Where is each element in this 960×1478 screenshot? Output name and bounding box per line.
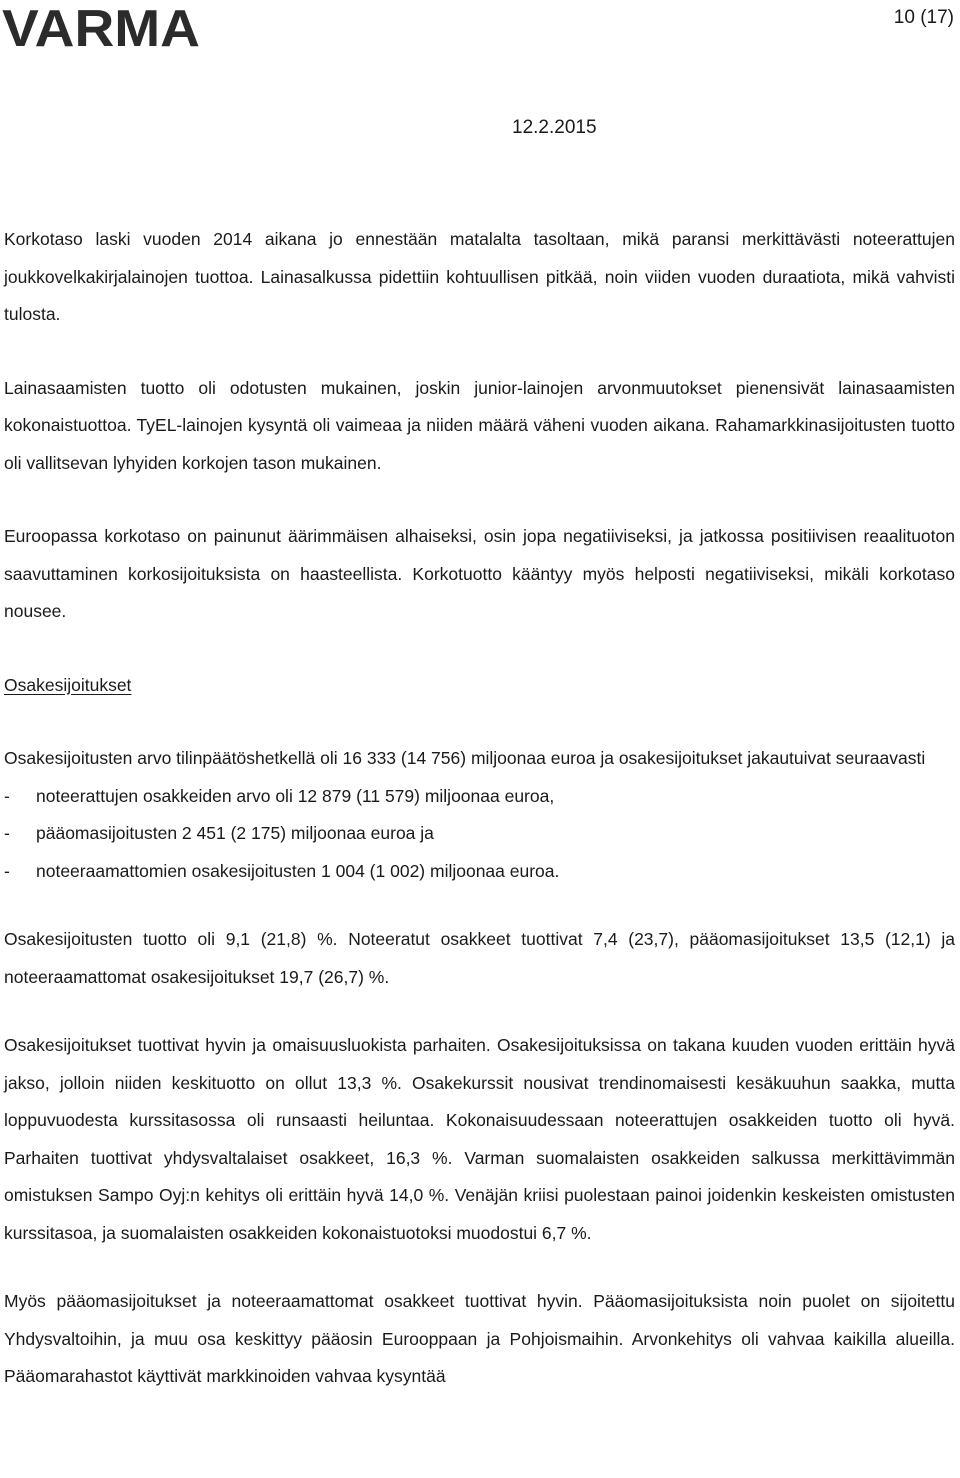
section-heading-equities: Osakesijoitukset xyxy=(4,674,132,695)
varma-logo xyxy=(2,4,202,50)
paragraph-private-equity: Myös pääomasijoitukset ja noteeraamattomat osakkeet tuottivat hyvin. Pääomasijoituksista noin puolet on sijoitettu Yhdysvaltoihin, ja muu osa keskittyy pääosin Eurooppaan ja Pohjoismaihin. Arvonkehitys oli vahvaa kaikilla alueilla. Pääomarahastot käyttivät markkinoiden vahvaa kysyntää xyxy=(4,1291,955,1386)
paragraph-europe-rates: Euroopassa korkotaso on painunut äärimmäisen alhaiseksi, osin jopa negatiiviseksi, ja jatkossa positiivisen reaalituoton saavuttaminen korkosijoituksista on haasteellista. Korkotuotto kääntyy myös helposti negatiiviseksi, mikäli korkotaso nousee. xyxy=(4,526,955,621)
paragraph-equity-returns: Osakesijoitusten tuotto oli 9,1 (21,8) %. Noteeratut osakkeet tuottivat 7,4 (23,7), pääomasijoitukset 13,5 (12,1) ja noteeraamattomat osakesijoitukset 19,7 (26,7) %. xyxy=(4,929,955,987)
page-number: 10 (17) xyxy=(893,7,954,28)
list-item-text: noteerattujen osakkeiden arvo oli 12 879 (11 579) miljoonaa euroa, xyxy=(36,785,555,806)
list-dash: - xyxy=(4,785,10,806)
paragraph-equity-value: Osakesijoitusten arvo tilinpäätöshetkellä oli 16 333 (14 756) miljoonaa euroa ja osakesijoitukset jakautuivat seuraavasti xyxy=(4,748,926,768)
equity-breakdown-list xyxy=(4,778,955,891)
document-body xyxy=(4,221,955,1396)
paragraph-loan-receivables: Lainasaamisten tuotto oli odotusten mukainen, joskin junior-lainojen arvonmuutokset pienensivät lainasaamisten kokonaistuottoa. TyEL-lainojen kysyntä oli vaimeaa ja niiden määrä väheni vuoden aikana. Rahamarkkinasijoitusten tuotto oli vallitsevan lyhyiden korkojen tason mukainen. xyxy=(4,377,955,473)
list-item-text: noteeraamattomien osakesijoitusten 1 004 (1 002) miljoonaa euroa. xyxy=(36,860,560,881)
varma-logo-text: VARMA xyxy=(2,4,200,50)
list-dash: - xyxy=(4,860,10,881)
document-date: 12.2.2015 xyxy=(512,117,597,138)
list-item xyxy=(4,853,955,891)
paragraph-equity-performance: Osakesijoitukset tuottivat hyvin ja omaisuusluokista parhaiten. Osakesijoituksissa on takana kuuden vuoden erittäin hyvä jakso, jolloin niiden keskituotto on ollut 13,3 %. Osakekurssit nousivat trendinomaisesti kesäkuuhun saakka, mutta loppuvuodesta kurssitasossa oli runsaasti heiluntaa. Kokonaisuudessaan noteerattujen osakkeiden tuotto oli hyvä. Parhaiten tuottivat yhdysvaltalaiset osakkeet, 16,3 %. Varman suomalaisten osakkeiden salkussa merkittävimmän omistuksen Sampo Oyj:n kehitys oli erittäin hyvä 14,0 %. Venäjän kriisi puolestaan painoi joidenkin keskeisten omistusten kurssitasoa, ja suomalaisten osakkeiden kokonaistuotoksi muodostui 6,7 %. xyxy=(4,1035,955,1243)
list-item-text: pääomasijoitusten 2 451 (2 175) miljoonaa euroa ja xyxy=(36,823,434,843)
list-item xyxy=(4,778,955,816)
varma-logo-graphic xyxy=(2,4,202,50)
list-dash: - xyxy=(4,823,10,843)
list-item xyxy=(4,815,955,853)
paragraph-interest-rates: Korkotaso laski vuoden 2014 aikana jo ennestään matalalta tasoltaan, mikä paransi merkittävästi noteerattujen joukkovelkakirjalainojen tuottoa. Lainasalkussa pidettiin kohtuullisen pitkää, noin viiden vuoden duraatiota, mikä vahvisti tulosta. xyxy=(4,229,955,324)
